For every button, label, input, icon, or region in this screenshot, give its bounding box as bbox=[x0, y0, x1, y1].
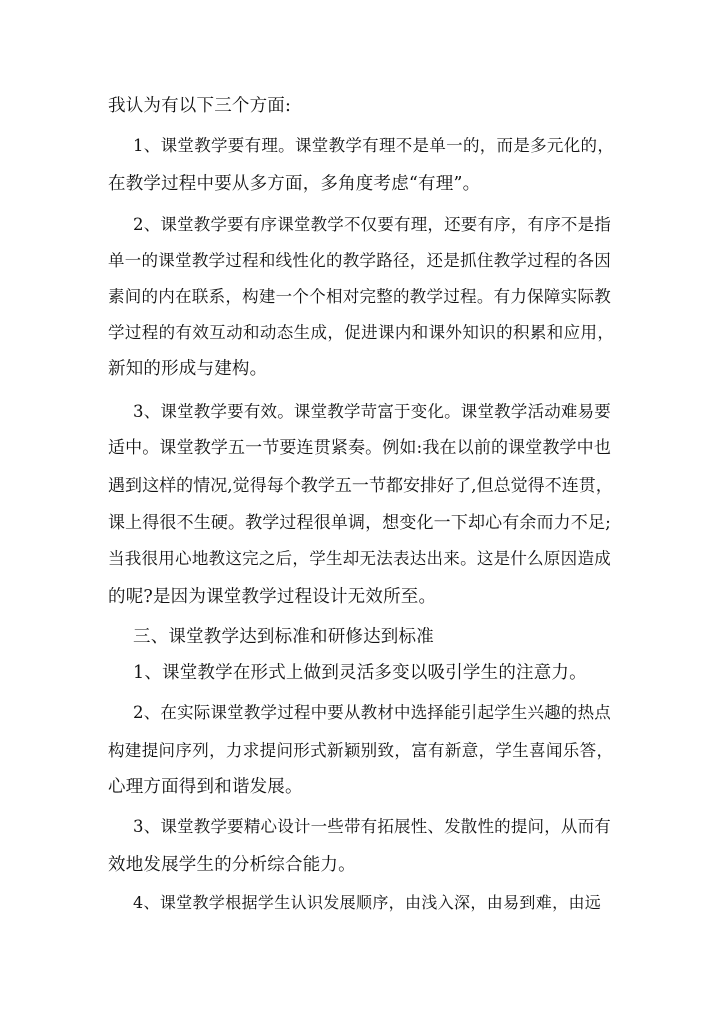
point-2-line-3: 素 间 的 内 在 联 系 ， 构 建 一 个 个 相 对 完 整 的 教 学 过 程 。 有 力 保 障 实 际 教 bbox=[108, 287, 611, 306]
section-3-item-4-line-1: 4 、 课 堂 教 学 根 据 学 生 认 识 发 展 顺 序 ， 由 浅 入 深 ， 由 易 到 难 ， 由 远 bbox=[133, 893, 601, 912]
point-3-line-4: 课 上 得 很 不 生 硬 。 教 学 过 程 很 单 调 ， 想 变 化 一 下 却 心 有 余 而 力 不 足 ; bbox=[108, 513, 611, 533]
section-3-heading: 三、课堂教学达到标准和研修达到标准 bbox=[133, 627, 434, 647]
section-3-item-2-line-1: 2 、 在 实 际 课 堂 教 学 过 程 中 要 从 教 材 中 选 择 能 引 起 学 生 兴 趣 的 热 点 bbox=[133, 703, 611, 722]
point-2-line-2: 单 一 的 课 堂 教 学 过 程 和 线 性 化 的 教 学 路 径 ， 还 是 抓 住 教 学 过 程 的 各 因 bbox=[108, 251, 611, 270]
section-3-item-1: 1、课堂教学在形式上做到灵活多变以吸引学生的注意力。 bbox=[133, 663, 587, 683]
section-3-item-2-line-2: 构 建 提 问 序 列 ， 力 求 提 问 形 式 新 颖 别 致 ， 富 有 新 意 ， 学 生 喜 闻 乐 答 ， bbox=[108, 741, 613, 760]
point-2-line-1: 2 、 课 堂 教 学 要 有 序 课 堂 教 学 不 仅 要 有 理 ， 还 要 有 序 ， 有 序 不 是 指 bbox=[133, 215, 611, 234]
section-3-item-2-line-3: 心理方面得到和谐发展。 bbox=[108, 777, 303, 797]
point-3-line-1: 3 、 课 堂 教 学 要 有 效 。 课 堂 教 学 苛 富 于 变 化 。 课 堂 教 学 活 动 难 易 要 bbox=[133, 402, 611, 421]
section-3-item-3-line-2: 效地发展学生的分析综合能力。 bbox=[108, 855, 356, 875]
point-3-line-6: 的呢?是因为课堂教学过程设计无效所至。 bbox=[108, 587, 437, 607]
point-3-line-2: 适 中 。 课 堂 教 学 五 一 节 要 连 贯 紧 奏 。 例 如 : 我 在 以 前 的 课 堂 教 学 中 也 bbox=[108, 438, 611, 458]
intro-line: 我认为有以下三个方面: bbox=[108, 96, 292, 116]
point-1-line-2: 在教学过程中要从多方面，多角度考虑“有理”。 bbox=[108, 174, 481, 194]
point-2-line-5: 新知的形成与建构。 bbox=[108, 359, 268, 379]
point-3-line-3: 遇 到 这 样 的 情 况 , 觉 得 每 个 教 学 五 一 节 都 安 排 好 了 , 但 总 觉 得 不 连 贯 ， bbox=[108, 476, 613, 496]
point-3-line-5: 当 我 很 用 心 地 教 这 完 之 后 ， 学 生 却 无 法 表 达 出 来 。 这 是 什 么 原 因 造 成 bbox=[108, 549, 611, 568]
point-1-line-1: 1 、 课 堂 教 学 要 有 理 。 课 堂 教 学 有 理 不 是 单 一 的 ， 而 是 多 元 化 的 ， bbox=[133, 136, 614, 155]
point-2-line-4: 学 过 程 的 有 效 互 动 和 动 态 生 成 ， 促 进 课 内 和 课 外 知 识 的 积 累 和 应 用 ， bbox=[108, 323, 614, 342]
section-3-item-3-line-1: 3 、 课 堂 教 学 要 精 心 设 计 一 些 带 有 拓 展 性 、 发 散 性 的 提 问 ， 从 而 有 bbox=[133, 817, 611, 836]
